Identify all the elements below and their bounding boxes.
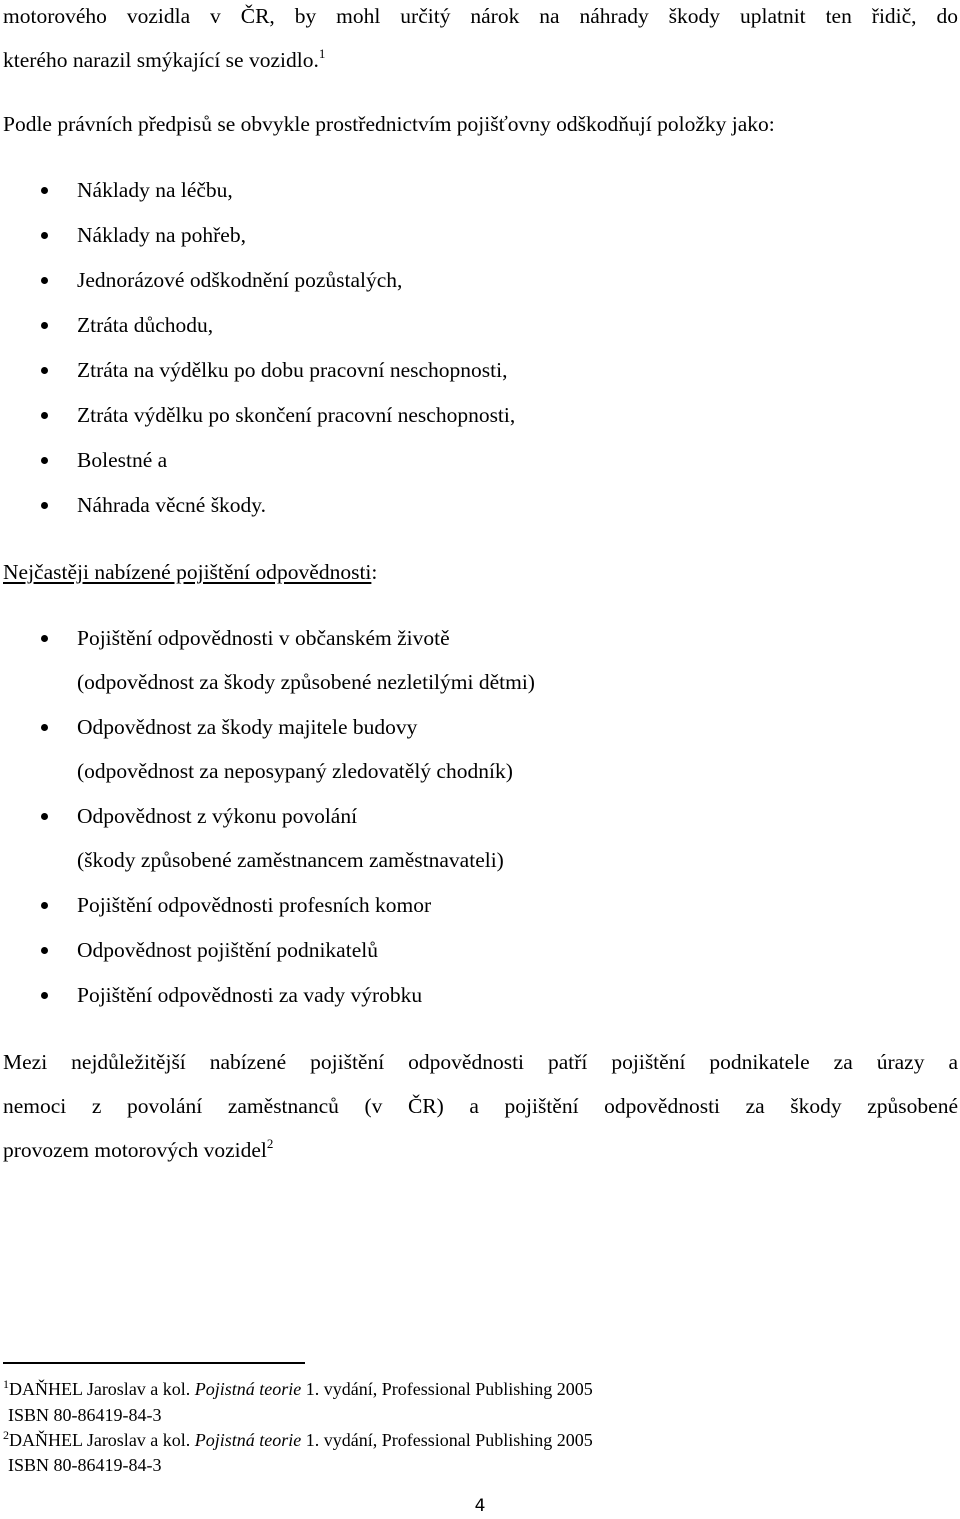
bullet-icon [41,502,48,509]
bullet-icon [41,232,48,239]
footnote-2: $^2$DAŇHEL Jaroslav a kol. Pojistná teorie 1. vydání, Professional Publishing 2005 [3,1428,593,1450]
footnote-1-isbn: ISBN 80-86419-84-3 [8,1405,162,1425]
intro-line-2-text: kterého narazil smýkající se vozidlo. [3,48,319,72]
bullet-icon [41,187,48,194]
closing-line-3 [3,1136,960,1164]
document-page: motorového vozidla v ČR, by mohl určitý nárok na náhrady škody uplatnit ten řidič, do kterého narazil smýkající se vozidlo.$^1$ Podle právních předpisů se obvykle prostřednictvím pojišťovny odškodňují položky jako: Náklady na léčbu, Náklady na pohřeb, Jednorázové odškodnění pozůstalých, Ztráta důchodu, Ztráta na výdělku po dobu pracovní neschopnosti, Ztráta výdělku po skončení pracovní neschopnosti, Bolestné a Náhrada věcné škody. Nejčastěji nabízené pojištění odpovědnosti: Pojištění odpovědnosti v občanském životě (odpovědnost za škody způsobené nezletilými dětmi) Odpovědnost za škody majitele budovy (odpovědnost za neposypaný zledovatělý chodník) Odpovědnost z výkonu povolání (škody způsobené zaměstnancem zaměstnavateli) Pojištění odpovědnosti profesních komor Odpovědnost pojištění podnikatelů Pojištění odpovědnosti za vady výrobku Mezi nejdůležitější nabízené pojištění odpovědnosti patří pojištění podnikatele za úrazy a nemoci z povolání zaměstnanců (v ČR) a pojištění odpovědnosti za škody způsobené provozem motorových vozidel$^2$ $^1$DAŇHEL Jaroslav a kol. Pojistná teorie 1. vydání, Professional Publishing 2005 ISBN 80-86419-84-3 $^2$DAŇHEL Jaroslav a kol. Pojistná teorie 1. vydání, Professional Publishing 2005 ISBN 80-86419-84-3 4 [0,0,960,1519]
bullet-icon [41,724,48,731]
bullet-icon [41,635,48,642]
footnote-ref-1[interactable]: 1 [318,46,326,61]
intro-line-1: motorového vozidla v ČR, by mohl určitý nárok na náhrady škody uplatnit ten řidič, do [3,4,958,28]
closing-line-2: nemoci z povolání zaměstnanců (v ČR) a pojištění odpovědnosti za škody způsobené [3,1094,958,1118]
closing-line-3-text: provozem motorových vozidel [3,1138,267,1162]
bullet-icon [41,277,48,284]
bullet-icon [41,412,48,419]
page-number: 4 [474,1496,486,1516]
intro-line-2 [3,46,960,74]
footnote-2-isbn: ISBN 80-86419-84-3 [8,1455,162,1475]
bullet-icon [41,322,48,329]
insurance-heading-text: Nejčastěji nabízené pojištění odpovědnosti [3,560,372,584]
closing-line-1: Mezi nejdůležitější nabízené pojištění odpovědnosti patří pojištění podnikatele za úrazy a [3,1050,958,1074]
bullet-icon [41,457,48,464]
bullet-icon [41,367,48,374]
bullet-icon [41,992,48,999]
insurance-heading: Nejčastěji nabízené pojištění odpovědnosti: [3,560,378,584]
footnote-ref-2[interactable]: 2 [266,1136,274,1151]
footnote-1: $^1$DAŇHEL Jaroslav a kol. Pojistná teorie 1. vydání, Professional Publishing 2005 [3,1377,593,1399]
bullet-icon [41,947,48,954]
bullet-icon [41,902,48,909]
footnote-divider [3,1362,305,1364]
bullet-icon [41,813,48,820]
intro-line-3: Podle právních předpisů se obvykle prostřednictvím pojišťovny odškodňují položky jako: [3,112,775,136]
